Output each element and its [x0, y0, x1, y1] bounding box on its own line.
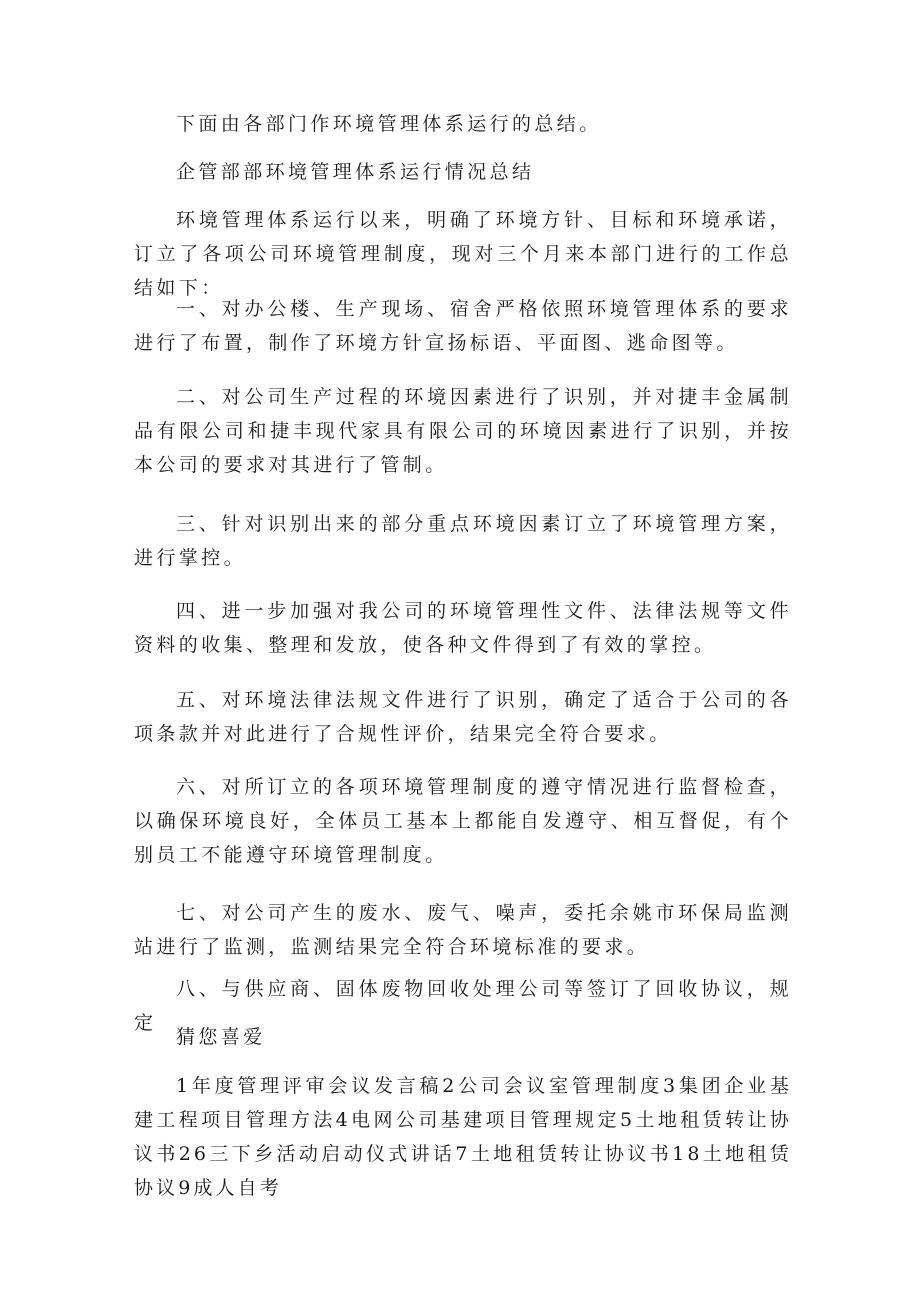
- recommendations-list[interactable]: 1年度管理评审会议发言稿2公司会议室管理制度3集团企业基建工程项目管理方法4电网公司基建项目管理规定5土地租赁转让协议书26三下乡活动启动仪式讲话7土地租赁转让协议书18土地租赁协议9成人自考: [134, 1075, 792, 1199]
- summary-item-2: 二、对公司生产过程的环境因素进行了识别，并对捷丰金属制品有限公司和捷丰现代家具有限公司的环境因素进行了识别，并按本公司的要求对其进行了管制。: [134, 386, 792, 476]
- summary-item-5: 五、对环境法律法规文件进行了识别，确定了适合于公司的各项条款并对此进行了合规性评价，结果完全符合要求。: [134, 689, 792, 745]
- overview-paragraph: 环境管理体系运行以来，明确了环境方针、目标和环境承诺，订立了各项公司环境管理制度，现对三个月来本部门进行的工作总结如下：: [134, 209, 792, 299]
- summary-item-1: 一、对办公楼、生产现场、宿舍严格依照环境管理体系的要求进行了布置，制作了环境方针宣扬标语、平面图、逃命图等。: [134, 298, 792, 354]
- intro-paragraph: 下面由各部门作环境管理体系运行的总结。: [176, 113, 602, 135]
- section-heading: 企管部部环境管理体系运行情况总结: [176, 161, 535, 183]
- summary-item-6: 六、对所订立的各项环境管理制度的遵守情况进行监督检查，以确保环境良好，全体员工基本上都能自发遵守、相互督促，有个别员工不能遵守环境管理制度。: [134, 776, 792, 866]
- summary-item-8: 八、与供应商、固体废物回收处理公司等签订了回收协议，规定: [134, 978, 792, 1034]
- recommendations-heading: 猜您喜爱: [176, 1026, 266, 1048]
- summary-item-3: 三、针对识别出来的部分重点环境因素订立了环境管理方案，进行掌控。: [134, 513, 792, 569]
- summary-item-7: 七、对公司产生的废水、废气、噪声，委托余姚市环保局监测站进行了监测，监测结果完全符合环境标准的要求。: [134, 902, 792, 958]
- summary-item-4: 四、进一步加强对我公司的环境管理性文件、法律法规等文件资料的收集、整理和发放，使各种文件得到了有效的掌控。: [134, 600, 792, 656]
